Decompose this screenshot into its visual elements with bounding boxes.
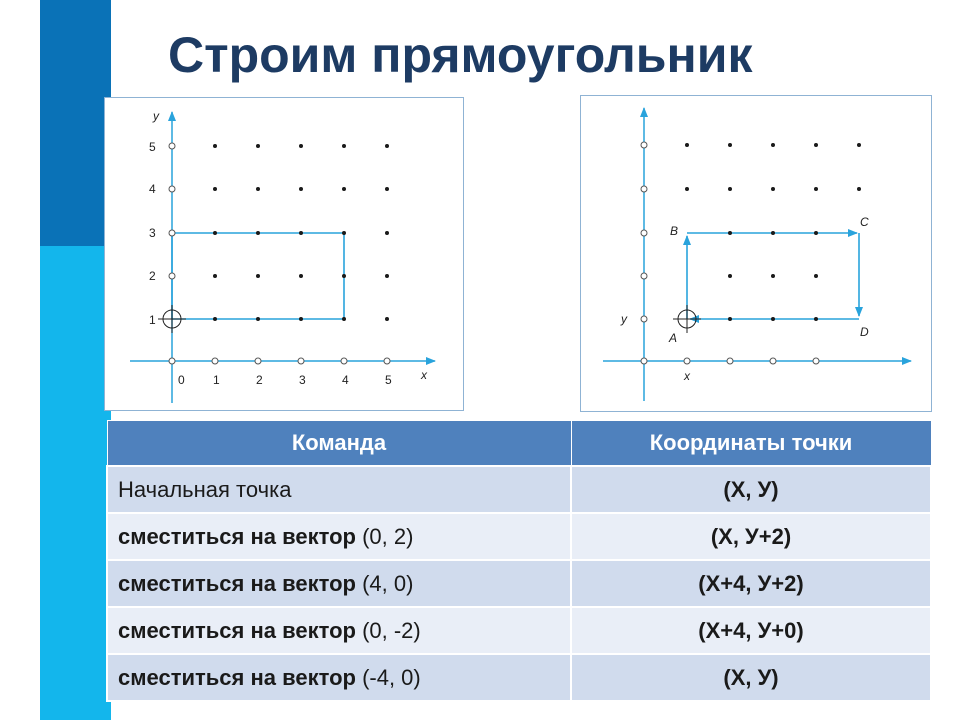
table-row xyxy=(107,654,931,701)
coordinate-cell: (X+4, У+2) xyxy=(571,560,931,607)
sidebar-accent-light xyxy=(40,246,111,720)
command-cell xyxy=(107,607,571,654)
point-a-label: A xyxy=(669,331,678,345)
table-row xyxy=(107,560,931,607)
axis-points xyxy=(169,143,390,364)
command-cell xyxy=(107,513,571,560)
x-tick-2: 2 xyxy=(256,373,263,387)
y-tick-1: 1 xyxy=(149,313,156,327)
sidebar-accent-dark xyxy=(40,0,111,246)
grid-left-svg xyxy=(105,98,463,410)
y-tick-4: 4 xyxy=(149,182,156,196)
slide-title: Строим прямоугольник xyxy=(168,27,753,83)
table-header-row xyxy=(107,421,931,467)
vector-text: (0, -2) xyxy=(355,617,421,643)
start-crosshair-icon xyxy=(673,305,701,333)
vector-text: (4, 0) xyxy=(355,570,414,596)
y-axis-label: y xyxy=(153,109,159,123)
x-tick-labels xyxy=(178,373,392,387)
vector-text: (-4, 0) xyxy=(355,664,421,690)
point-c-label: C xyxy=(860,215,869,229)
x-tick-4: 4 xyxy=(342,373,349,387)
command-cell xyxy=(107,654,571,701)
command-text: сместиться на вектор xyxy=(118,523,356,549)
table-row xyxy=(107,466,931,513)
y-label: y xyxy=(621,312,627,326)
header-command: Команда xyxy=(107,421,571,467)
x-axis-label: x xyxy=(421,368,427,382)
command-table xyxy=(106,420,932,702)
x-tick-3: 3 xyxy=(299,373,306,387)
y-tick-2: 2 xyxy=(149,269,156,283)
table-row xyxy=(107,607,931,654)
y-tick-5: 5 xyxy=(149,140,156,154)
vector-text: (0, 2) xyxy=(355,523,414,549)
y-tick-3: 3 xyxy=(149,226,156,240)
y-tick-labels xyxy=(149,140,156,327)
header-coordinates: Координаты точки xyxy=(571,421,931,467)
coordinate-grid-right xyxy=(580,95,932,412)
command-cell xyxy=(107,560,571,607)
coordinate-grid-left xyxy=(104,97,464,411)
x-tick-0: 0 xyxy=(178,373,185,387)
point-d-label: D xyxy=(860,325,869,339)
command-text: сместиться на вектор xyxy=(118,570,356,596)
start-crosshair-icon xyxy=(158,305,186,333)
coordinate-cell: (X, У) xyxy=(571,654,931,701)
x-tick-1: 1 xyxy=(213,373,220,387)
coordinate-cell: (X, У+2) xyxy=(571,513,931,560)
grid-right-svg xyxy=(581,96,931,411)
x-tick-5: 5 xyxy=(385,373,392,387)
command-text: сместиться на вектор xyxy=(118,617,356,643)
command-text: сместиться на вектор xyxy=(118,664,356,690)
x-label: x xyxy=(684,369,690,383)
coordinate-cell: (X, У) xyxy=(571,466,931,513)
point-b-label: B xyxy=(670,224,679,238)
axis-points xyxy=(641,142,819,364)
command-cell xyxy=(107,466,571,513)
command-text: Начальная точка xyxy=(118,476,292,502)
grid-dots xyxy=(685,143,861,321)
coordinate-cell: (X+4, У+0) xyxy=(571,607,931,654)
table-row xyxy=(107,513,931,560)
